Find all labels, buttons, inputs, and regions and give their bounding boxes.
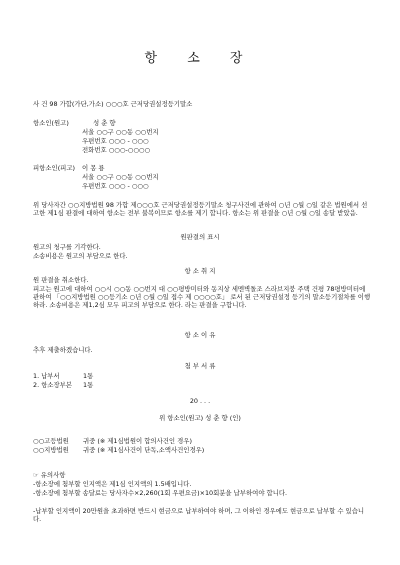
appellant-postal: 우편번호 ○○○ - ○○○ xyxy=(82,137,149,145)
appellee-label: 피항소인(피고) xyxy=(33,164,76,172)
appellee-postal: 우편번호 ○○○ - ○○○ xyxy=(82,182,149,190)
appellant-address: 서울 ○○구 ○○동 ○○번지 xyxy=(82,128,159,136)
note-item: -항소장에 첨부할 송달료는 당사자수×2,260(1회 우편요금)×10회분을 납부하여야 합니다. xyxy=(33,489,288,497)
original-judgment-line: 원고의 청구를 기각한다. xyxy=(33,243,101,251)
court-name: ○○지방법원 xyxy=(33,446,69,454)
notes-heading: ☞ 유의사항 xyxy=(33,471,66,479)
appeal-purpose-body: 피고는 원고에 대하여 ○○시 ○○동 ○○번지 대 ○○평방미터와 동지상 세멘벽돌조 스라브지붕 주택 건평 78평방미터에 관하여 「○○지방법원 ○○등기소 ○년 ○월 ○일 접수 제 ○○○○호」 로서 된 근저당권설정 등기의 말소등기절차를 이행하라. 소송비용은 제1,2심 모두 피고의 부담으로 한다. 라는 판결을 구합니다. xyxy=(33,285,371,310)
attachment-label: 2. 항소장부본 xyxy=(33,381,72,389)
appeal-reason-heading: 항 소 이 유 xyxy=(184,331,216,339)
date-line: 20 . . . xyxy=(189,397,211,405)
appellee-address: 서울 ○○구 ○○동 ○○번지 xyxy=(82,173,159,181)
case-line: 사 건 98 가합(가단,가소) ○○○호 근저당권설정등기말소 xyxy=(33,100,193,108)
appeal-purpose-first: 원 판결을 취소한다. xyxy=(33,276,89,284)
appeal-purpose-heading: 항 소 취 지 xyxy=(184,267,216,275)
attachment-count: 1통 xyxy=(83,381,94,389)
appellant-label: 항소인(원고) xyxy=(33,119,69,127)
original-judgment-line: 소송비용은 원고의 부담으로 한다. xyxy=(33,252,128,260)
intro-paragraph: 위 당사자간 ○○지방법원 98 가합 제○○○호 근저당권설정등기말소 청구사건에 관하여 ○년 ○월 ○일 같은 법원에서 선고한 제1심 판결에 대하여 항소는 전부 불복이므로 항소를 제기 합니다. 항소는 위 판결을 ○년 ○월 ○일 송달 받았음. xyxy=(33,201,368,218)
appellee-name: 이 몽 룡 xyxy=(82,164,105,172)
attachments-heading: 첨 부 서 류 xyxy=(184,362,216,370)
attachment-label: 1. 납부서 xyxy=(33,372,60,380)
appellant-phone: 전화번호 ○○○-○○○○ xyxy=(82,146,151,154)
appellant-name: 성 춘 향 xyxy=(93,119,116,127)
court-suffix: 귀중 (※ 제1심사건이 단독,소액사건인경우) xyxy=(83,446,205,454)
original-judgment-heading: 원판결의 표시 xyxy=(180,233,220,241)
court-suffix: 귀중 (※ 제1심법원이 합의사건인 경우) xyxy=(83,437,192,445)
note-item: -납부할 인지액이 20만원을 초과하면 반드시 현금으로 납부하여야 하며, 그 이하인 경우에도 현금으로 납부할 수 있습니다. xyxy=(33,507,365,524)
appeal-reason-text: 추후 제출하겠습니다. xyxy=(33,346,93,354)
signature-line: 위 항소인(원고) 성 춘 향 (인) xyxy=(159,414,241,422)
note-item: -항소장에 첨부할 인지액은 제1심 인지액의 1.5배입니다. xyxy=(33,480,192,488)
document-title: 항 소 장 xyxy=(144,51,256,66)
attachment-count: 1통 xyxy=(83,372,94,380)
court-name: ○○고등법원 xyxy=(33,437,69,445)
